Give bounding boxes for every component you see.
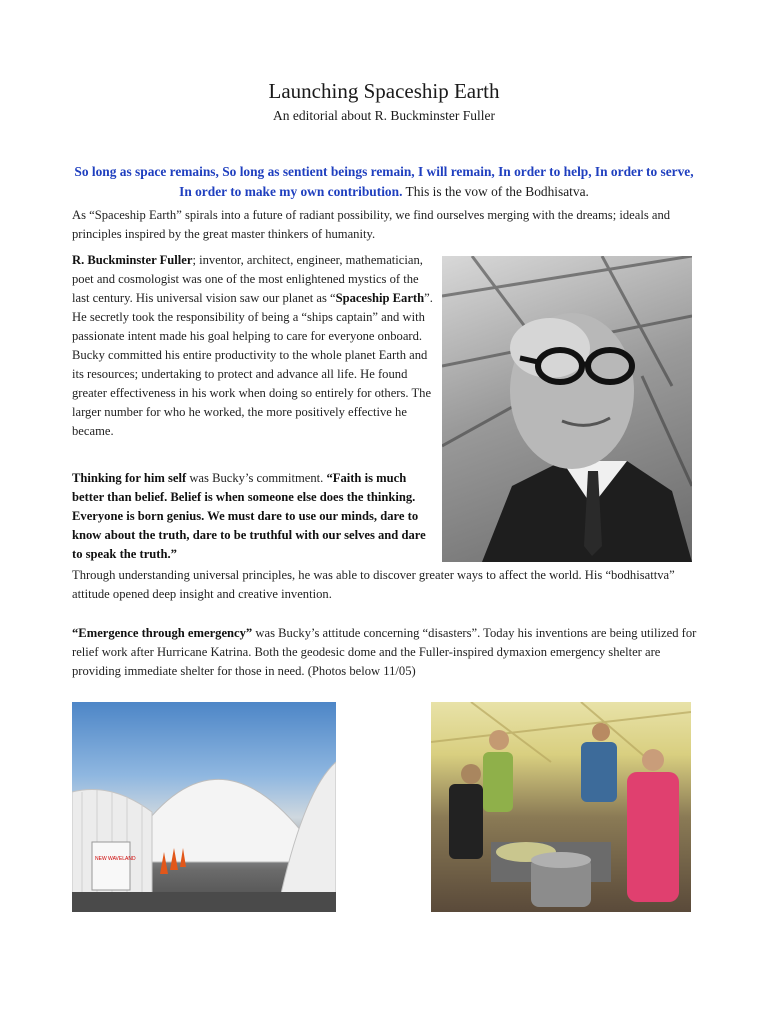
understanding-paragraph: Through understanding universal principles, he was able to discover greater ways to affect the world. His “bodhisattva” attitude opened deep insight and creative invention. [72,568,675,601]
vow-tail: This is the vow of the Bodhisatva. [402,183,589,199]
vow-quote: So long as space remains, So long as sentient beings remain, I will remain, In order to help, In order to serve, In order to make my own contribution. [74,164,694,199]
page-title: Launching Spaceship Earth [268,79,500,103]
spaceship-earth-term: Spaceship Earth [335,291,425,305]
emergence-body: was Bucky’s attitude concerning “disasters”. Today his inventions are being utilized for relief work after Hurricane Katrina. Both the geodesic dome and the Fuller-inspired dymaxion emergency shelter are providing immediate shelter for those in need. (Photos below 11/05) [72,626,697,678]
fuller-name: R. Buckminster Fuller [72,253,193,267]
thinking-mid: was Bucky’s commitment. [186,471,327,485]
page-subtitle: An editorial about R. Buckminster Fuller [273,108,495,123]
emergence-lead: “Emergence through emergency” [72,626,253,640]
thinking-paragraph [72,469,432,564]
fuller-portrait-photo [442,256,692,562]
fuller-text-1: ; inventor, architect, engineer, mathematician, poet and cosmologist was one of the most enlightened mystics of the last century. His universal vision saw our planet as “ [72,253,423,305]
relief-kitchen-photo [431,702,691,912]
geodesic-dome-photo [72,702,336,912]
intro-paragraph: As “Spaceship Earth” spirals into a future of radiant possibility, we find ourselves merging with the dreams; ideals and principles inspired by the great master thinkers of humanity. [72,208,671,241]
thinking-lead: Thinking for him self [72,471,187,485]
emergence-paragraph [72,624,700,681]
thinking-quote: “Faith is much better than belief. Belief is when someone else does the thinking. Everyone is born genius. We must dare to use our minds, dare to know about the truth, dare to be truthful with our selves and dare to speak the truth.” [72,471,426,561]
bodhisattva-vow [72,162,696,201]
fuller-text-2: ”. He secretly took the responsibility of being a “ships captain” and with passionate intent made his goal helping to care for everyone onboard. Bucky committed his entire productivity to the whole planet Earth and its resources; undertaking to protect and advance all life. He found greater effectiveness in his work when doing so entirely for others. The larger number for who he worked, the more positively effective he became. [72,291,433,438]
fuller-paragraph [72,251,437,441]
shelter-sign-text: NEW WAVELAND [95,856,136,862]
